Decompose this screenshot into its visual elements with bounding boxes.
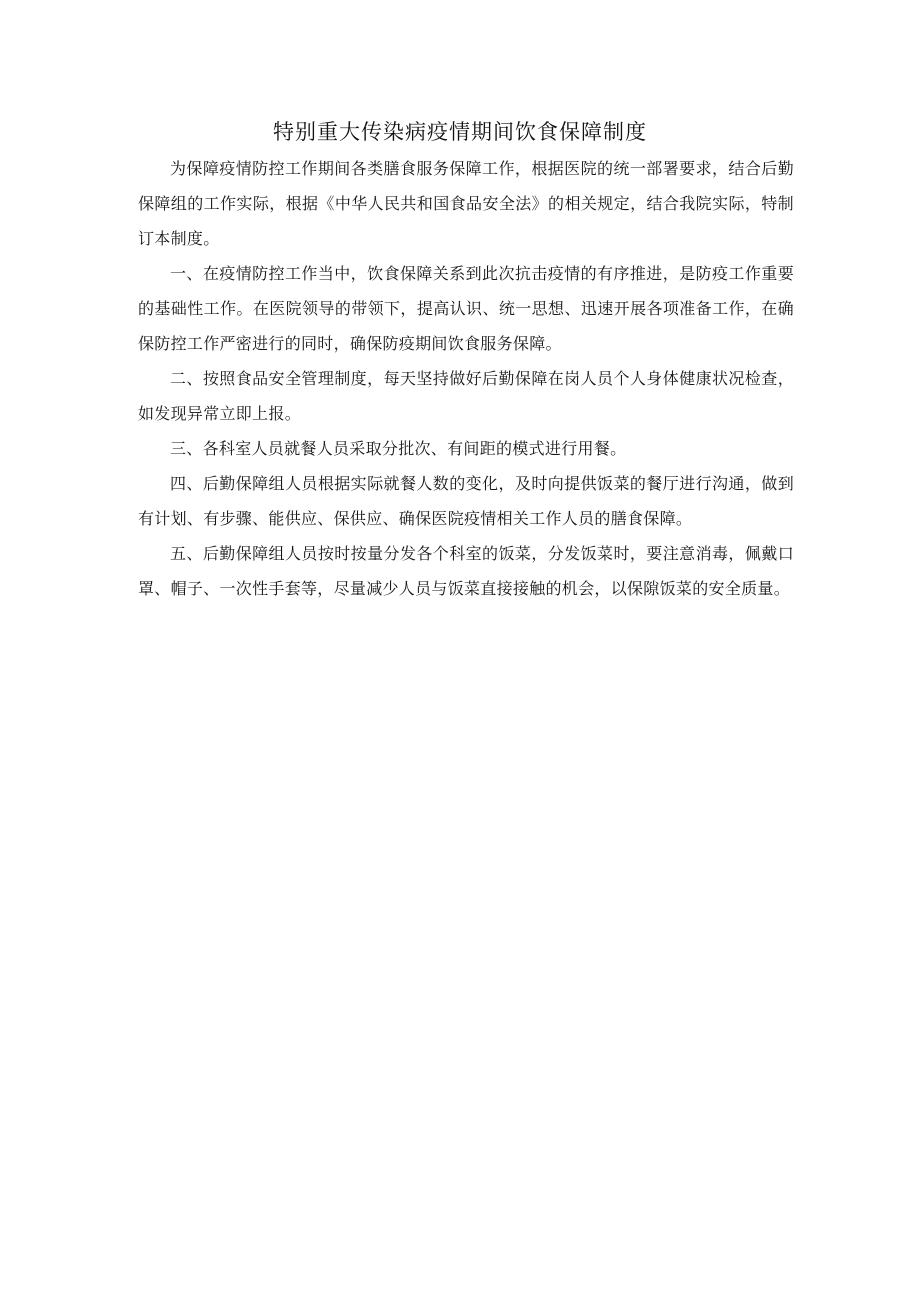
paragraph-item-4: 四、后勤保障组人员根据实际就餐人数的变化，及时向提供饭菜的餐厅进行沟通，做到有计划、有步骤、能供应、保供应、确保医院疫情相关工作人员的膳食保障。 [138, 474, 794, 528]
paragraph-intro: 为保障疫情防控工作期间各类膳食服务保障工作，根据医院的统一部署要求，结合后勤保障组的工作实际，根据《中华人民共和国食品安全法》的相关规定，结合我院实际，特制订本制度。 [138, 159, 794, 248]
paragraph-item-1: 一、在疫情防控工作当中，饮食保障关系到此次抗击疫情的有序推进，是防疫工作重要的基础性工作。在医院领导的带领下，提高认识、统一思想、迅速开展各项准备工作，在确保防控工作严密进行的同时，确保防疫期间饮食服务保障。 [138, 264, 794, 353]
document-title: 特别重大传染病疫情期间饮食保障制度 [273, 120, 647, 144]
paragraph-item-3: 三、各科室人员就餐人员采取分批次、有间距的模式进行用餐。 [170, 439, 627, 458]
document-body [138, 151, 794, 606]
paragraph-item-5: 五、后勤保障组人员按时按量分发各个科室的饭菜，分发饭菜时，要注意消毒，佩戴口罩、帽子、一次性手套等，尽量减少人员与饭菜直接接触的机会，以保隙饭菜的安全质量。 [138, 544, 794, 598]
paragraph-item-2: 二、按照食品安全管理制度，每天坚持做好后勤保障在岗人员个人身体健康状况检查，如发现异常立即上报。 [138, 369, 794, 423]
